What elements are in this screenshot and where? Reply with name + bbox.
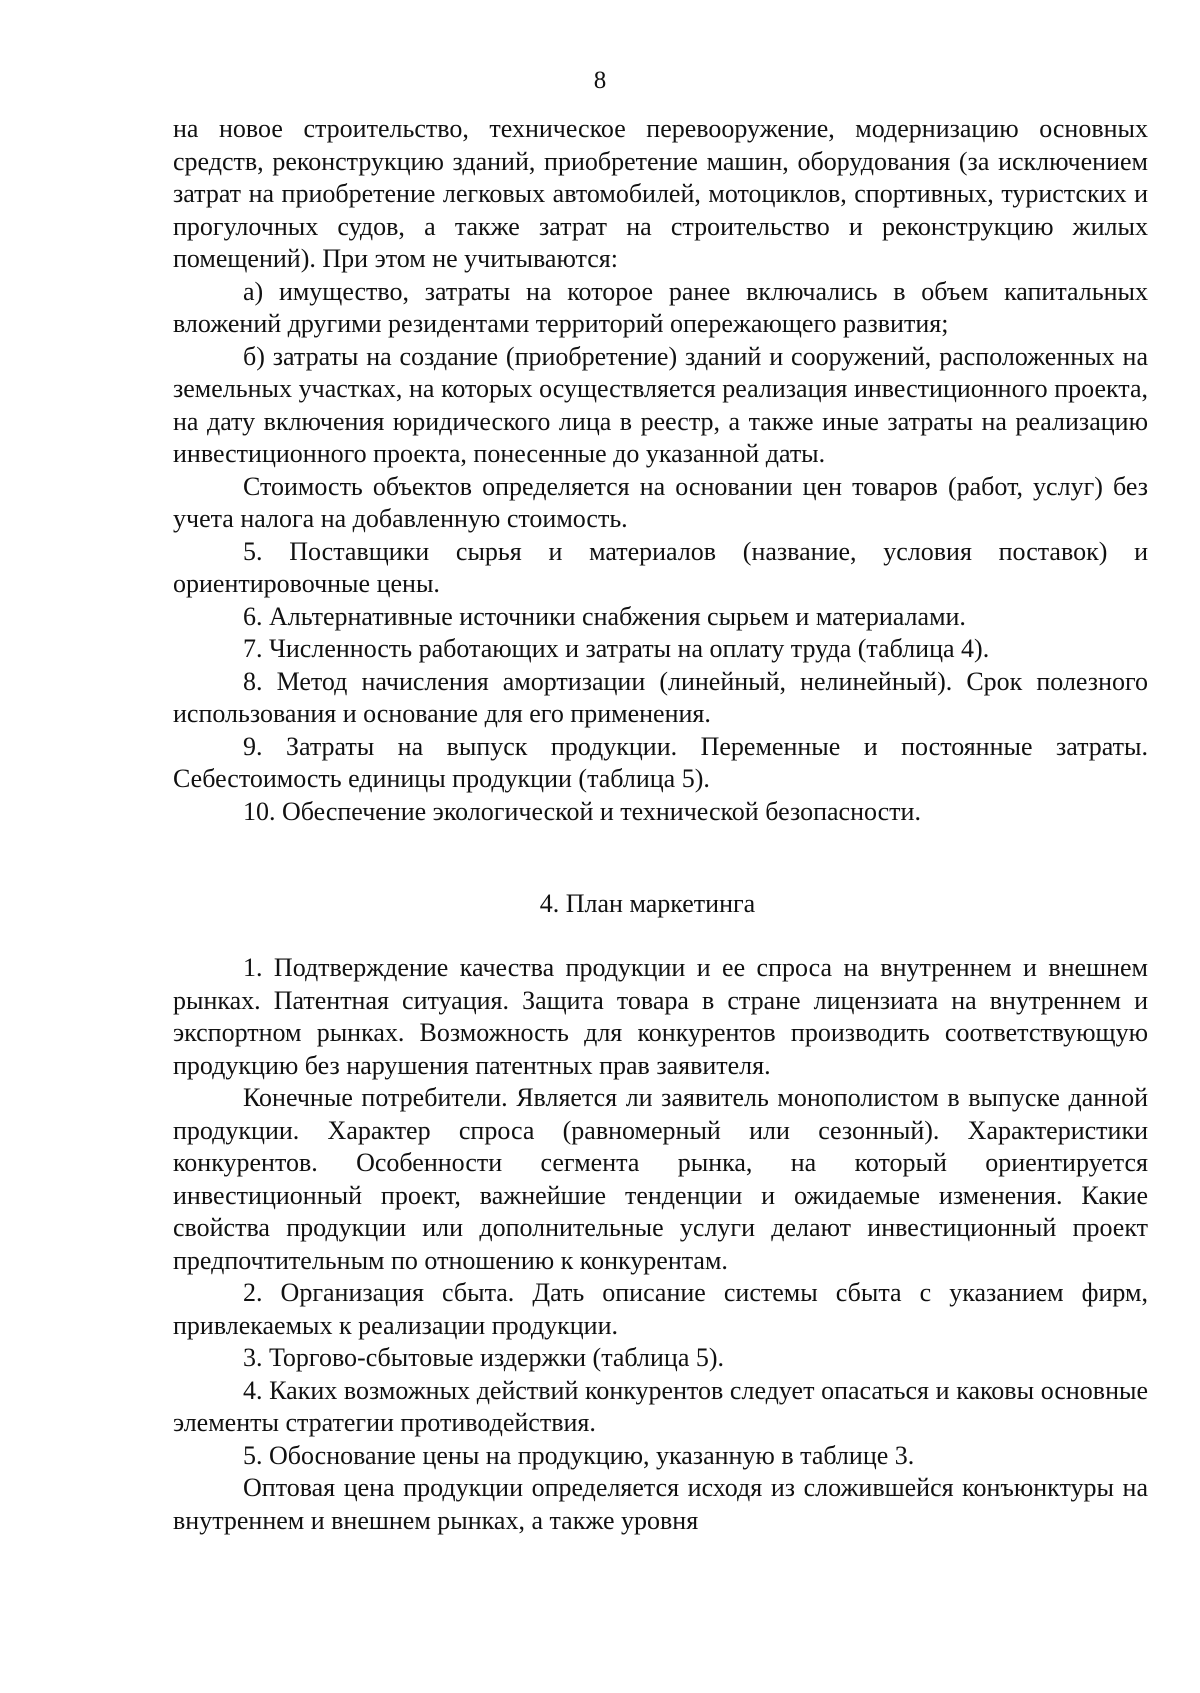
top-text-block — [173, 113, 1148, 828]
paragraph-wholesale-price: Оптовая цена продукции определяется исходя из сложившейся конъюнктуры на внутреннем и внешнем рынках, а также уровня — [173, 1473, 1148, 1535]
paragraph-cost: Стоимость объектов определяется на основании цен товаров (работ, услуг) без учета налога на добавленную стоимость. — [173, 471, 1148, 533]
paragraph-item-a: а) имущество, затраты на которое ранее включались в объем капитальных вложений другими резидентами территорий опережающего развития; — [173, 276, 1148, 338]
paragraph-item-6: 6. Альтернативные источники снабжения сырьем и материалами. — [243, 601, 966, 631]
marketing-item-5: 5. Обоснование цены на продукцию, указанную в таблице 3. — [243, 1440, 915, 1470]
paragraph-item-7: 7. Численность работающих и затраты на оплату труда (таблица 4). — [243, 634, 990, 663]
paragraph-continuation: на новое строительство, техническое перевооружение, модернизацию основных средств, реконструкцию зданий, приобретение машин, оборудования (за исключением затрат на приобретение легковых автомобилей, мотоциклов, спортивных, туристских и прогулочных судов, а также затрат на строительство и реконструкцию жилых помещений). При этом не учитываются: — [173, 114, 1148, 273]
paragraph-item-b: б) затраты на создание (приобретение) зданий и сооружений, расположенных на земельных участках, на которых осуществляется реализация инвестиционного проекта, на дату включения юридического лица в реестр, а также иные затраты на реализацию инвестиционного проекта, понесенные до указанной даты. — [173, 341, 1148, 468]
paragraph-item-10: 10. Обеспечение экологической и технической безопасности. — [243, 796, 921, 826]
paragraph-item-9: 9. Затраты на выпуск продукции. Переменные и постоянные затраты. Себестоимость единицы продукции (таблица 5). — [173, 731, 1148, 793]
marketing-item-4: 4. Каких возможных действий конкурентов следует опасаться и каковы основные элементы стратегии противодействия. — [173, 1375, 1148, 1437]
bottom-text-block — [173, 952, 1148, 1537]
page-number: 8 — [593, 67, 607, 94]
paragraph-item-5: 5. Поставщики сырья и материалов (название, условия поставок) и ориентировочные цены. — [173, 536, 1148, 598]
marketing-item-3: 3. Торгово-сбытовые издержки (таблица 5). — [243, 1343, 725, 1372]
marketing-item-2: 2. Организация сбыта. Дать описание системы сбыта с указанием фирм, привлекаемых к реализации продукции. — [173, 1278, 1148, 1340]
marketing-item-1: 1. Подтверждение качества продукции и ее спроса на внутреннем и внешнем рынках. Патентная ситуация. Защита товара в стране лицензиата на внутреннем и экспортном рынках. Возможность для конкурентов производить соответствующую продукцию без нарушения патентных прав заявителя. — [173, 953, 1148, 1080]
paragraph-item-8: 8. Метод начисления амортизации (линейный, нелинейный). Срок полезного использования и основание для его применения. — [173, 666, 1148, 728]
section-heading: 4. План маркетинга — [539, 889, 756, 918]
paragraph-consumers: Конечные потребители. Является ли заявитель монополистом в выпуске данной продукции. Характер спроса (равномерный или сезонный). Характеристики конкурентов. Особенности сегмента рынка, на который ориентируется инвестиционный проект, важнейшие тенденции и ожидаемые изменения. Какие свойства продукции или дополнительные услуги делают инвестиционный проект предпочтительным по отношению к конкурентам. — [173, 1083, 1148, 1275]
